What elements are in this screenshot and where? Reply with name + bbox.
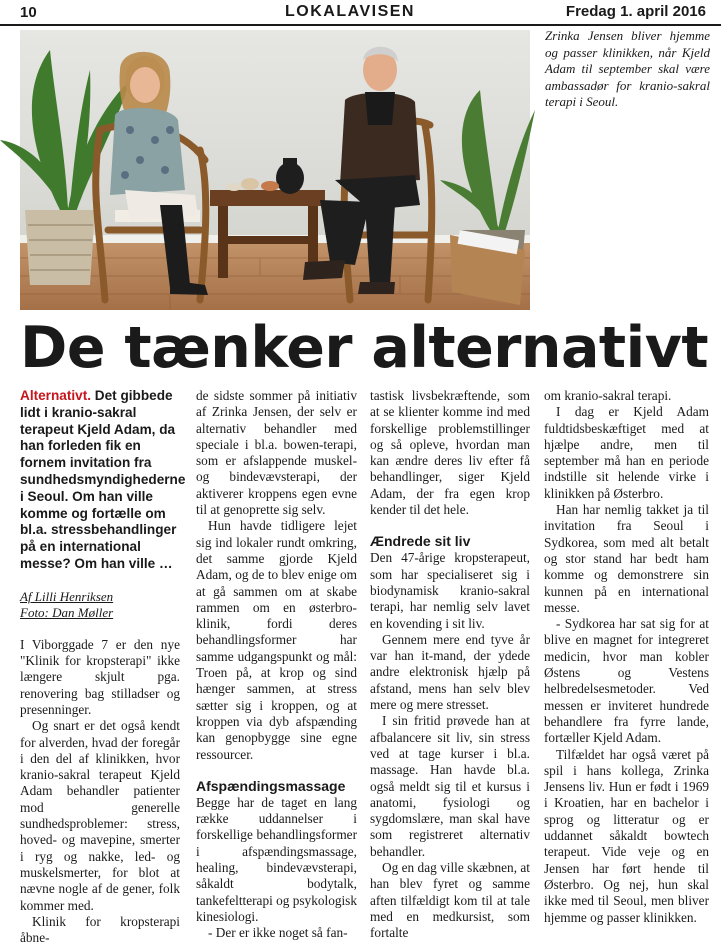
page-header (0, 0, 721, 26)
body-paragraph: I Viborggade 7 er den nye "Klinik for kropsterapi" ikke længere skjult pga. renovering bag stilladser og presenninger. (20, 636, 180, 717)
photo-caption: Zrinka Jensen bliver hjemme og passer klinikken, når Kjeld Adam til september skal være ambassadør for kranio-sakral terapi i Seoul. (545, 28, 710, 109)
body-paragraph: I dag er Kjeld Adam fuldtidsbeskæftiget med at hjælpe andre, men til september må han en periode indstille sit helende virke i klinikken på Østerbro. (544, 404, 709, 501)
body-paragraph: Klinik for kropsterapi åbne- (20, 913, 180, 946)
body-paragraph: Og snart er det også kendt for alverden, hvad der foregår i den del af klinikken, hvor kranio-sakral terapeut Kjeld Adam behandler patienter mod generelle sundhedsproblemer: stress, hoved- og mavepine, smerter i ryg og nakke, led- og muskelsmerter, for blot at nævne nogle af de gener, folk kommer med. (20, 718, 180, 913)
byline-author: Af Lilli Henriksen (20, 588, 114, 604)
section-subhead: Afspændingsmassage (196, 777, 346, 794)
article-lead-text: Det gibbede lidt i kranio-sakral terapeut Kjeld Adam, da han forleden fik en fornem invitation fra sundhedsmyndighederne i Seoul. Om han ville komme og fortælle om bl.a. stressbehandlinger på en international messe? Om han ville … (20, 388, 186, 571)
body-paragraph: - Der er ikke noget så fan- (208, 925, 348, 941)
article-column-3 (370, 388, 530, 942)
body-paragraph: - Sydkorea har sat sig for at blive en magnet for integreret medicin, hvor man kobler Østens og Vestens helbredelsesmetoder. Ved messen er inviteret hundrede behandlere fra fyrre lande, fortæller Kjeld Adam. (544, 616, 709, 746)
body-paragraph: om kranio-sakral terapi. (544, 388, 672, 403)
article-photo (20, 30, 530, 310)
body-paragraph: Han har nemlig takket ja til invitation fra Seoul i Sydkorea, som med alt betalt og stor stand har bedt ham komme og demonstrere sin kunnen på en international messe. (544, 502, 709, 615)
body-paragraph: I sin fritid prøvede han at afbalancere sit liv, sin stress ved at tage kurser i bl.a. massage. Han havde bl.a. også meldt sig til et kursus i anatomi, fysiologi og sygdomslære, man skal have som registreret alternativ behandler. (370, 713, 530, 859)
body-paragraph: tastisk livsbekræftende, som at se klienter komme ind med forskellige problemstillinger og så opleve, hvordan man kan ændre deres liv efter få behandlinger, siger Kjeld Adam, der fra egen krop kender til det hele. (370, 388, 530, 518)
article-column-2 (196, 388, 357, 942)
body-paragraph: Den 47-årige kropsterapeut, som har specialiseret sig i biodynamisk kranio-sakral terapi, har nemlig selv lavet en kovending i sit liv. (370, 550, 530, 631)
body-paragraph: Og en dag ville skæbnen, at han blev fyret og samme aften tilfældigt kom til at tale med en medkursist, som fortalte (370, 860, 530, 941)
body-paragraph: Begge har de taget en lang række uddannelser i forskellige behandlingsformer i afspændingsmassage, healing, bindevævsterapi, såkaldt bodytalk, tankefeltterapi og psykologisk kinesiologi. (196, 794, 358, 924)
newspaper-name: LOKALAVISEN (285, 3, 415, 20)
article-lead (20, 388, 186, 573)
article-column-4 (544, 388, 709, 926)
body-paragraph: Hun havde tidligere lejet sig ind lokaler rundt omkring, det samme gjorde Kjeld Adam, og de to blev enige om at gå sammen om at skabe rammen om en østerbro-klinik, fordi deres behandlingsformer har samme udgangspunkt og mål: Troen på, at krop og sind hænger sammen, at stress sætter sig i kroppen, og at kroppen via dyb afspænding kan genopbygge sine egne ressourcer. (196, 518, 357, 762)
body-paragraph: Tilfældet har også været på spil i hans kollega, Zrinka Jensens liv. Hun er født i 1969 i Kroatien, har en bachelor i sprog og litteratur og er uddannet såkaldt bowtech terapeut. Vide veje og en Jensen har ført hende til Østerbro. Og nej, hun skal ikke med til Seoul, men bliver hjemme og passer klinikken. (544, 746, 709, 925)
section-subhead: Ændrede sit liv (370, 533, 471, 550)
article-column-1 (20, 388, 186, 946)
article-kicker: Alternativt. (20, 388, 92, 403)
article-headline: De tænker alternativt (20, 315, 709, 381)
body-paragraph: de sidste sommer på initiativ af Zrinka Jensen, der selv er alternativ behandler med speciale i bl.a. bowen-terapi, som er afslappende muskel- og bindevævsterapi, der aktiverer kroppens egen evne til at genoprette sig selv. (196, 388, 357, 518)
byline-photographer: Foto: Dan Møller (20, 604, 114, 620)
byline (20, 589, 180, 621)
body-paragraph: Gennem mere end tyve år var han it-mand, der ydede andre elektronisk hjælp på afstand, mens han selv blev mere og mere stresset. (370, 631, 530, 713)
issue-date: Fredag 1. april 2016 (565, 3, 706, 20)
page-number: 10 (20, 4, 37, 21)
